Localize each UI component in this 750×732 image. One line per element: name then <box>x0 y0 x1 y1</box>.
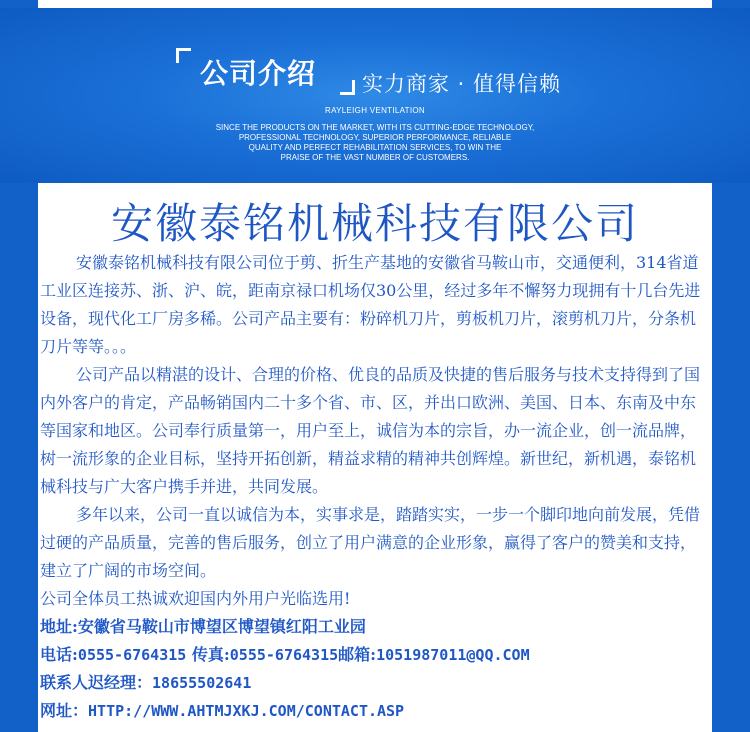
english-line: QUALITY AND PERFECT REHABILITATION SERVICES, TO WIN THE <box>248 143 502 152</box>
english-description <box>0 123 750 163</box>
contact-person-line <box>40 669 710 697</box>
fax-label: 传真: <box>186 645 230 664</box>
email-value: 1051987011@QQ.COM <box>376 646 530 664</box>
header-banner <box>0 8 750 183</box>
address-value: 安徽省马鞍山市博望区博望镇红阳工业园 <box>77 617 366 636</box>
welcome-text: 公司全体员工热诚欢迎国内外用户光临选用! <box>40 589 351 608</box>
phone-line <box>40 641 710 669</box>
intro-paragraph-3: 多年以来，公司一直以诚信为本，实事求是，踏踏实实，一步一个脚印地向前发展，凭借过硬的产品质量，完善的售后服务，创立了用户满意的企业形象，赢得了客户的赞美和支持，建立了广阔的市场空间。 <box>40 505 701 580</box>
intro-paragraph-1: 安徽泰铭机械科技有限公司位于剪、折生产基地的安徽省马鞍山市，交通便利，314省道工业区连接苏、浙、沪、皖，距南京禄口机场仅30公里，经过多年不懈努力现拥有十几台先进设备，现代化工厂房多稀。公司产品主要有：粉碎机刀片，剪板机刀片，滚剪机刀片，分条机刀片等等。。。 <box>40 253 701 356</box>
fax-value: 0555-6764315 <box>229 646 339 664</box>
brand-text: RAYLEIGH VENTILATION <box>325 106 425 115</box>
address-label: 地址: <box>40 617 78 636</box>
english-line: SINCE THE PRODUCTS ON THE MARKET, WITH ITS CUTTING-EDGE TECHNOLOGY, <box>215 123 535 132</box>
english-line: PRAISE OF THE VAST NUMBER OF CUSTOMERS. <box>280 153 470 162</box>
intro-body <box>40 249 710 725</box>
bracket-right-icon <box>340 80 355 95</box>
website-label: 网址： <box>40 701 89 720</box>
company-name: 安徽泰铭机械科技有限公司 <box>110 199 639 248</box>
intro-paragraph-2: 公司产品以精湛的设计、合理的价格、优良的品质及快捷的售后服务与技术支持得到了国内外客户的肯定，产品畅销国内二十多个省、市、区，并出口欧洲、美国、日本、东南及中东等国家和地区。公司奉行质量第一，用户至上，诚信为本的宗旨，办一流企业，创一流品牌，树一流形象的企业目标，坚持开拓创新，精益求精的精神共创辉煌。新世纪，新机遇，泰铭机械科技与广大客户携手并进，共同发展。 <box>40 365 701 496</box>
phone-label: 电话: <box>40 645 78 664</box>
website-line <box>40 697 710 725</box>
contact-person-label: 联系人迟经理： <box>40 673 153 692</box>
bracket-left-icon <box>176 48 191 63</box>
section-subtitle: 实力商家 · 值得信赖 <box>362 72 562 96</box>
contact-person-phone: 18655502641 <box>152 674 252 692</box>
english-line: PROFESSIONAL TECHNOLOGY, SUPERIOR PERFORMANCE, RELIABLE <box>238 133 512 142</box>
top-white-strip <box>38 0 712 8</box>
email-label: 邮箱: <box>338 645 377 664</box>
section-title: 公司介绍 <box>200 57 317 90</box>
website-link[interactable]: HTTP://WWW.AHTMJXKJ.COM/CONTACT.ASP <box>88 702 405 720</box>
content-panel <box>38 183 712 732</box>
phone-value: 0555-6764315 <box>77 646 187 664</box>
address-line <box>40 613 710 641</box>
